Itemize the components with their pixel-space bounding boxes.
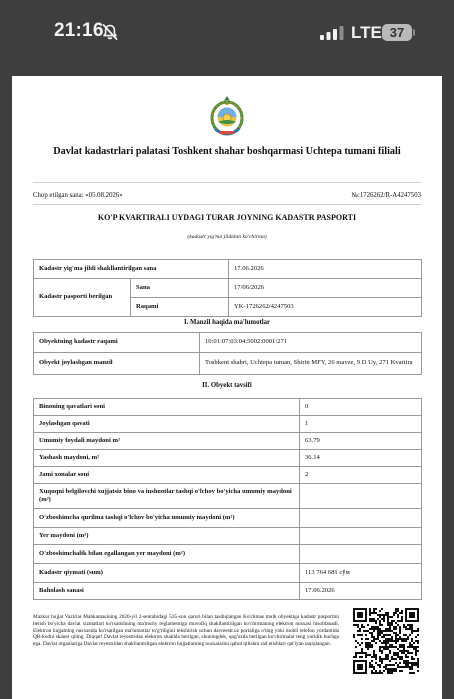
agency-name: Davlat kadastrlari palatasi Toshkent shahar boshqarmasi Uchtepa tumani filiali [53,146,401,157]
battery-level: 37 [389,25,405,40]
row-value: 1 [300,416,422,433]
table-row [34,528,422,545]
divider [33,204,421,205]
signal-icon [320,26,344,40]
passport-info-table [33,259,422,317]
table-row [34,399,422,416]
row-label: Obyektning kadastr raqami [34,333,200,353]
divider [33,182,421,183]
document-subtitle: (kadastr yig'ma jildidan ko'chirma) [187,234,267,240]
passport-issued-label: Kadastr pasporti berilgan [34,279,131,317]
table-row [34,333,422,353]
battery-icon [382,24,412,41]
row-value: 36.14 [300,450,422,467]
row-value: Toshkent shahri, Uchtepa tuman, Shirin MFY, 26 mavze, 9 D Uy, 271 Kvartira [200,353,422,375]
passport-number-label: Raqami [131,298,229,317]
passport-number-value: YK-1726262/4247503 [229,298,422,317]
row-label: Obyekt joylashgan manzil [34,353,200,375]
status-bar [0,0,454,66]
row-value: 0 [300,399,422,416]
row-label: Baholash sanasi [34,583,300,600]
table-row [34,353,422,375]
table-row [34,509,422,528]
network-type: LTE [351,23,382,42]
table-row [34,484,422,509]
bell-muted-icon [101,23,119,41]
row-value: 113 764 681 сўм [300,564,422,583]
table-row [34,416,422,433]
document-number: №:1726262/R-A4247503 [351,192,421,199]
table-row [34,545,422,564]
row-label: O'zboshimcha qurilma tashqi o'lchov bo'yicha umumiy maydoni (m²) [34,509,300,528]
battery-cap [413,29,415,36]
table-row [34,433,422,450]
state-emblem-icon [207,93,247,139]
row-value: 2 [300,467,422,484]
file-date-label: Kadastr yig'ma jildi shakllantirilgan sana [34,260,229,279]
print-date: Chop etilgan sana: «05.08.2026» [33,192,123,199]
row-value [300,509,422,528]
row-label: Binoning qavatlari soni [34,399,300,416]
status-time: 21:16 [54,20,104,41]
row-label: Kadastr qiymati (sum) [34,564,300,583]
file-date-value: 17.06.2026 [229,260,422,279]
issue-date-label: Sana [131,279,229,298]
qr-code-icon[interactable] [353,608,419,674]
row-label: Umumiy foydali maydoni m² [34,433,300,450]
row-label: Joylashgan qavati [34,416,300,433]
table-row [34,564,422,583]
footer-notice: Mazkur hujjat Vazirlar Mahkamasining 2020-yil 2-sentabrdagi 535-son qarori bilan tasdiqlangan Ko'chmas mulk obyektiga kadastr pasportini berish bo'yicha davlat xizmatlari ko'rsatishning ma'muriy reglamentiga muvofiq shakllantirilgan ko'chirmaning elektron nusxasi hisoblanadi. Elektron hujjatning nusxasida ko'rsatilgan ma'lumotlar to'g'riligini tekshirish uchun davreestr.uz portaliga o'ting yoki mobil telefon yordamida QR-kodni skaner qiling. Diqqat! Davlat reyestridan elektron shaklda berilgan, shuningdek, qog'ozda berilgan ko'chirmalar teng yuridik kuchga ega. Davlat organlariga Davlat reyestridan shakllantirilgan elektron hujjatlarning nusxalarini qabul qilishni rad etishlari qat'iyan taqiqlangan. [33,614,339,648]
table-row [34,583,422,600]
table-row [34,467,422,484]
row-value: 63.79 [300,433,422,450]
table-row [34,450,422,467]
row-value [300,484,422,509]
row-value: 10:01:07:03:04:5002:0001:271 [200,333,422,353]
address-table [33,332,422,375]
row-label: Yer maydoni (m²) [34,528,300,545]
section-heading-address: I. Manzil haqida ma'lumotlar [183,319,271,326]
row-value: 17.06.2026 [300,583,422,600]
row-label: Jami xonalar soni [34,467,300,484]
row-label: O'zboshimchalik bilan egallangan yer maydoni (m²) [34,545,300,564]
object-description-table [33,398,422,600]
issue-date-value: 17/06/2026 [229,279,422,298]
document-title: KO'P KVARTIRALI UYDAGI TURAR JOYNING KADASTR PASPORTI [97,213,357,222]
table-row [34,279,422,298]
table-row [34,260,422,279]
row-value [300,545,422,564]
section-heading-object: II. Obyekt tavsifi [202,382,252,389]
row-label: Yashash maydoni, m² [34,450,300,467]
row-value [300,528,422,545]
document-page[interactable] [12,76,442,699]
row-label: Xuquqni belgilovchi xujjatsiz bino va inshootlar tashqi o'lchov bo'yicha umumiy maydoni (m²) [34,484,300,509]
